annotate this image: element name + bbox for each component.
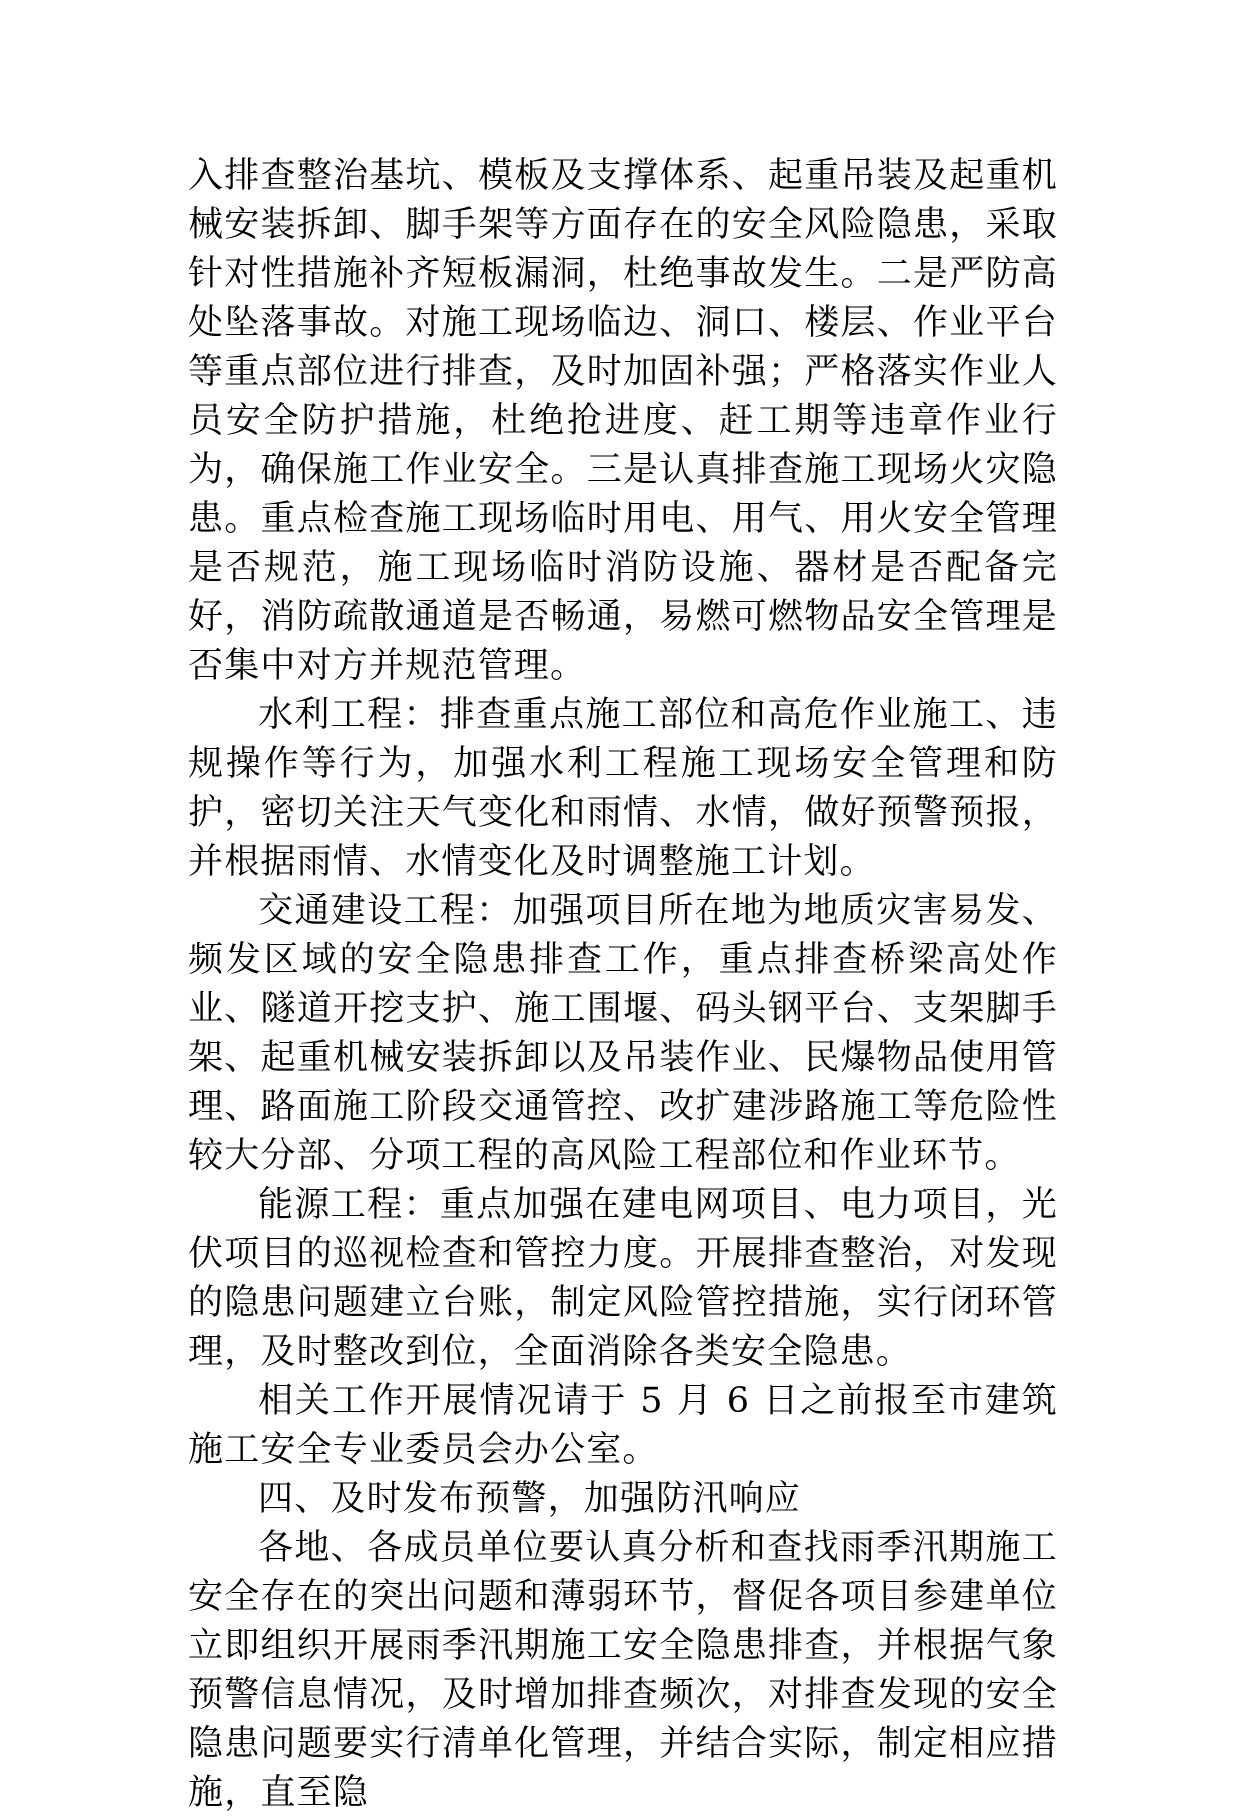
paragraph-water-conservancy: 水利工程：排查重点施工部位和高危作业施工、违规操作等行为，加强水利工程施工现场安全管理和防护，密切关注天气变化和雨情、水情，做好预警预报，并根据雨情、水情变化及时调整施工计划。 <box>188 695 1058 882</box>
paragraph-building-hazards: 入排查整治基坑、模板及支撑体系、起重吊装及起重机械安装拆卸、脚手架等方面存在的安全风险隐患，采取针对性措施补齐短板漏洞，杜绝事故发生。二是严防高处坠落事故。对施工现场临边、洞口、楼层、作业平台等重点部位进行排查，及时加固补强；严格落实作业人员安全防护措施，杜绝抢进度、赶工期等违章作业行为，确保施工作业安全。三是认真排查施工现场火灾隐患。重点检查施工现场临时用电、用气、用火安全管理是否规范，施工现场临时消防设施、器材是否配备完好，消防疏散通道是否畅通，易燃可燃物品安全管理是否集中对方并规范管理。 <box>188 156 1058 686</box>
section-heading: 四、及时发布预警，加强防汛响应 <box>258 1479 802 1519</box>
paragraph-energy-projects: 能源工程：重点加强在建电网项目、电力项目，光伏项目的巡视检查和管控力度。开展排查整治，对发现的隐患问题建立台账，制定风险管控措施，实行闭环管理，及时整改到位，全面消除各类安全隐患。 <box>188 1185 1058 1372</box>
paragraph-warning-response: 各地、各成员单位要认真分析和查找雨季汛期施工安全存在的突出问题和薄弱环节，督促各项目参建单位立即组织开展雨季汛期施工安全隐患排查，并根据气象预警信息情况，及时增加排查频次，对排查发现的安全隐患问题要实行清单化管理，并结合实际，制定相应措施，直至隐 <box>188 1528 1058 1813</box>
document-body <box>188 152 1058 1818</box>
paragraph-transport-construction: 交通建设工程：加强项目所在地为地质灾害易发、频发区域的安全隐患排查工作，重点排查桥梁高处作业、隧道开挖支护、施工围堰、码头钢平台、支架脚手架、起重机械安装拆卸以及吊装作业、民爆物品使用管理、路面施工阶段交通管控、改扩建涉路施工等危险性较大分部、分项工程的高风险工程部位和作业环节。 <box>188 891 1058 1176</box>
paragraph-reporting-deadline: 相关工作开展情况请于 5 月 6 日之前报至市建筑施工安全专业委员会办公室。 <box>188 1381 1058 1470</box>
